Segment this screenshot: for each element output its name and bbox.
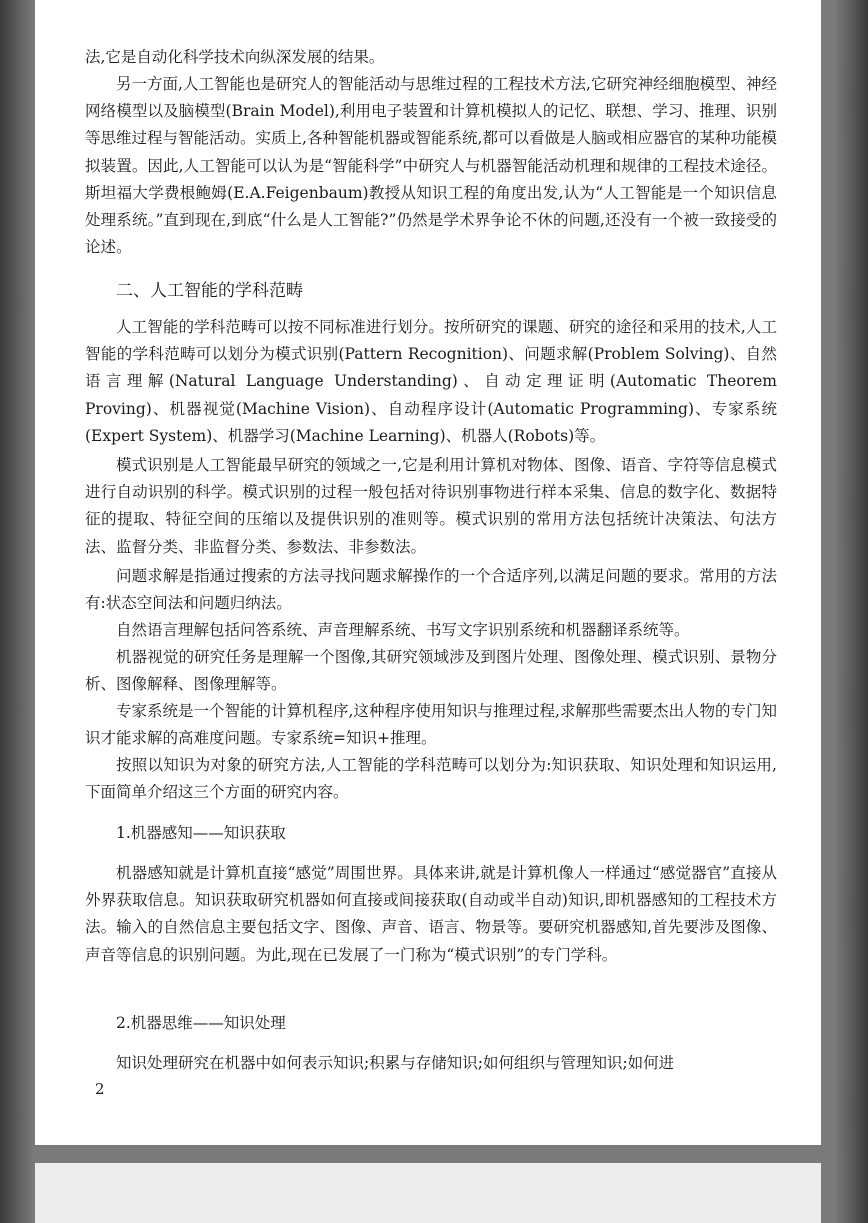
next-page-edge: [35, 1163, 821, 1223]
document-page: [35, 0, 821, 1145]
paragraph-ai-method: 另一方面,人工智能也是研究人的智能活动与思维过程的工程技术方法,它研究神经细胞模型、神经网络模型以及脑模型(Brain Model),利用电子装置和计算机模拟人的记忆、联想、学习、推理、识别等思维过程与智能活动。实质上,各种智能机器或智能系统,都可以看做是人脑或相应器官的某种功能模拟装置。因此,人工智能可以认为是“智能科学”中研究人与机器智能活动机理和规律的工程技术途径。斯坦福大学费根鲍姆(E.A.Feigenbaum)教授从知识工程的角度出发,认为“人工智能是一个知识信息处理系统。”直到现在,到底“什么是人工智能?”仍然是学术界争论不休的问题,还没有一个被一致接受的论述。: [85, 75, 777, 257]
paragraph-discipline-scope: 人工智能的学科范畴可以按不同标准进行划分。按所研究的课题、研究的途径和采用的技术,人工智能的学科范畴可以划分为模式识别(Pattern Recognition)、问题求解(Problem Solving)、自然语言理解(Natural Language Understanding)、自动定理证明(Automatic Theorem Proving)、机器视觉(Machine Vision)、自动程序设计(Automatic Programming)、专家系统(Expert System)、机器学习(Machine Learning)、机器人(Robots)等。: [85, 318, 777, 445]
subsection-heading-perception: 1.机器感知——知识获取: [116, 824, 286, 842]
paragraph-problem-solving: 问题求解是指通过搜索的方法寻找问题求解操作的一个合适序列,以满足问题的要求。常用的方法有:状态空间法和问题归纳法。: [85, 567, 777, 613]
paragraph-machine-vision: 机器视觉的研究任务是理解一个图像,其研究领域涉及到图片处理、图像处理、模式识别、景物分析、图像解释、图像理解等。: [85, 648, 777, 694]
section-heading: 二、人工智能的学科范畴: [116, 281, 303, 301]
paragraph-machine-perception: 机器感知就是计算机直接“感觉”周围世界。具体来讲,就是计算机像人一样通过“感觉器官”直接从外界获取信息。知识获取研究机器如何直接或间接获取(自动或半自动)知识,即机器感知的工程技术方法。输入的自然信息主要包括文字、图像、声音、语言、物景等。要研究机器感知,首先要涉及图像、声音等信息的识别问题。为此,现在已发展了一门称为“模式识别”的专门学科。: [85, 864, 777, 964]
page-number: 2: [95, 1080, 105, 1098]
paragraph-knowledge-processing: 知识处理研究在机器中如何表示知识;积累与存储知识;如何组织与管理知识;如何进: [116, 1054, 675, 1072]
paragraph-expert-system: 专家系统是一个智能的计算机程序,这种程序使用知识与推理过程,求解那些需要杰出人物的专门知识才能求解的高难度问题。专家系统=知识+推理。: [85, 702, 777, 748]
paragraph-pattern-recognition: 模式识别是人工智能最早研究的领域之一,它是利用计算机对物体、图像、语音、字符等信息模式进行自动识别的科学。模式识别的过程一般包括对待识别事物进行样本采集、信息的数字化、数据特征的提取、特征空间的压缩以及提供识别的准则等。模式识别的常用方法包括统计决策法、句法方法、监督分类、非监督分类、参数法、非参数法。: [85, 456, 777, 556]
subsection-heading-thinking: 2.机器思维——知识处理: [116, 1014, 286, 1032]
paragraph-continuation: 法,它是自动化科学技术向纵深发展的结果。: [85, 48, 385, 66]
paragraph-natural-language: 自然语言理解包括问答系统、声音理解系统、书写文字识别系统和机器翻译系统等。: [116, 621, 690, 639]
paragraph-knowledge-approach: 按照以知识为对象的研究方法,人工智能的学科范畴可以划分为:知识获取、知识处理和知识运用,下面简单介绍这三个方面的研究内容。: [85, 756, 777, 802]
